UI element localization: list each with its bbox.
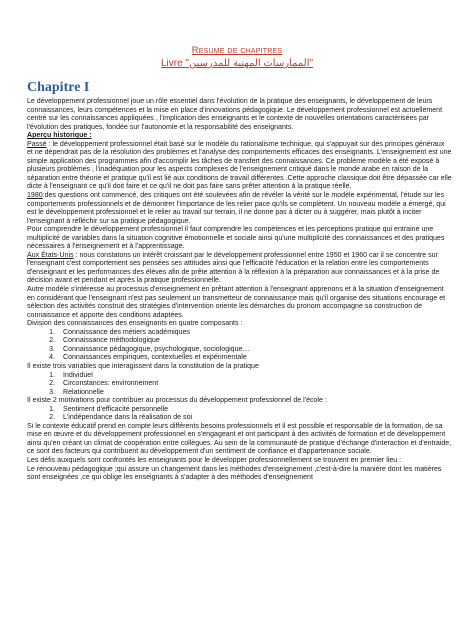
renouveau-paragraph: Le renouveau pédagogique ;qui assure un changement dans les méthodes d'enseignement ,c'est-à-dire la manière dont les matières sont enseignées ,ce qui oblige les enseignants à s'adapter à des méthodes d'enseignement xyxy=(27,465,442,482)
list-item: 3. Relationnelle xyxy=(57,389,452,398)
intro-paragraph: Le développement professionnel joue un rôle essentiel dans l'évolution de la pratique des enseignants, le développement de leurs connaissances, leurs compétences et la mise en place d'innovations pédagogique. Le développement professionnel est actuellement centré sur les connaissances appliquées , l'implication des enseignants et le contexte de nouvelles orientations caractérisées par l'évolution des pratiques, fondée sur l'autonomie et la responsabilité des enseignants. xyxy=(27,98,443,131)
usa-text: : nous constatons un intérêt croissant par le développement professionnel entre 1950 et 1960 car il se concentre sur l'enseignant c'est comportement ses pensées ses attitudes ainsi que l'efficacité l'éducation et la relation entre les comportements d'enseignant et les performances des élèves afin de prête attention à la réflexion à la préparation aux connaissances et à la prise de décision avant et pendant et après la pratique professionnelle. xyxy=(27,251,440,285)
usa-paragraph xyxy=(27,252,452,286)
y1980-paragraph xyxy=(27,192,452,226)
livre-label: Livre xyxy=(160,58,183,69)
book-title xyxy=(0,58,474,69)
list-item: 2. L'indépendance dans la réalisation de soi xyxy=(57,414,452,423)
passe-paragraph xyxy=(27,141,452,192)
contexte-paragraph: Si le contexte éducatif prend en compte leurs différents besoins professionnels et il est possible et responsable de la formation, de sa mise en œuvre et du développement professionnel en s'engageant et ont participant à des activités de formation et de développement ainsi qu'en créant un climat de coopération entre collègues. Au sein de la communauté de pratique d'échange d'interaction et d'entraide, ce sont des facteurs qui contribuent au développement d'un sentiment de confiance et d'appartenance sociale. xyxy=(27,422,452,456)
list-item: 4. Connaissances empiriques, contextuelles et expérimentale xyxy=(57,354,452,363)
list-item: 1. Individuel xyxy=(57,372,452,381)
variables-list xyxy=(27,372,452,398)
motivations-list xyxy=(27,406,452,423)
autre-paragraph: Autre modèle s'intéresse au processus d'enseignement en prêtant attention à l'enseignant apprenons et à la situation d'enseignement en considérant que l'enseignant n'est pas seulement un transmetteur de connaissance mais qu'il organise des situations encourage et sélection des activités construit des stratégies d'intervention oriente les démarches du pronom accompagne sa construction de connaissance et apporte des conditions adaptées. xyxy=(27,286,446,319)
list-item: 1. Sentiment d'efficacité personnelle xyxy=(57,406,452,415)
livre-arabic-title: "الممارسات المهنية للمدرسين" xyxy=(185,58,314,69)
list-item: 1. Connaissance des métiers académiques xyxy=(57,329,452,338)
chapter-body xyxy=(27,98,452,483)
passe-text: : le développement professionnel était basé sur le modèle du rationalisme technique, qui s'appuyait sur des principes généraux et ne dépendrait pas de la résolution des problèmes et l'analyse des comportements efficaces des enseignants. L'enseignement est une simple application des programmes afin d'accomplir les tâches de transfert des connaissances. Ce problème modèle a été exposé à plusieurs problèmes , l'inadéquation pour les aspects complexes de l'enseignement critiqué dans le monde arabe en raison de la séparation entre théorie et pratique qu'il est lié aux conditions de travail différentes .Cette approche classique doit être dépassée car elle dicte à l'enseignant ce qu'il doit faire et ce qu'il ne doit pas faire sans prêter attention à la pratique réelle. xyxy=(27,140,452,191)
y1980-label: 1980 xyxy=(27,192,43,200)
apercu-heading: Aperçu historique : xyxy=(27,132,92,140)
deux-paragraph: Il existe 2 motivations pour contribuer au processus du développement professionnel de l'école : xyxy=(27,397,327,405)
trois-paragraph: Il existe trois variables que interagissent dans la constitution de la pratique xyxy=(27,362,259,370)
pour-paragraph: Pour comprendre le développement professionnel il faut comprendre les compétences et les perceptions pratique qui entraine une multiplicité de variables dans la situation cognitive émotionnelle et sociale ainsi qu'une multiplicité des connaissances et des pratiques nécessaires à l'enseignement et à l'apprentissage. xyxy=(27,226,445,251)
list-item: 3. Connaissance pédagogique, psychologique, sociologique… xyxy=(57,346,452,355)
resume-heading: Resume de chapitres xyxy=(191,44,283,55)
y1980-text: :des questions ont commencé, des critiques ont été soulevées afin de révéler la vérité sur le modèle expérimental, l'étude sur les comportements professionnels et de démontrer l'importance de les relier pace qu'ils se complètent. Un nouveau modèle a émergé, qui est le développement professionnel et le relier au travail sur terrain, il ne donne pas à dicter ou à suggérer, mais plutôt à inciter l'enseignant à réfléchir sur sa pratique pédagogique. xyxy=(27,192,446,225)
list-item: 2. Connaissance méthodologique xyxy=(57,337,452,346)
defis-paragraph: Les défis auxquels sont confrontés les enseignants pour le développer professionnellement se trouvent en premier lieu : xyxy=(27,456,402,464)
chapter-title: Chapitre I xyxy=(27,80,90,95)
knowledge-list xyxy=(27,329,452,363)
division-paragraph: Division des connaissances des enseignants en quatre composants : xyxy=(27,320,243,328)
usa-label: Aux États-Unis xyxy=(27,251,74,259)
list-item: 2. Circonstances: environnement xyxy=(57,380,452,389)
passe-label: Passé xyxy=(27,140,47,148)
